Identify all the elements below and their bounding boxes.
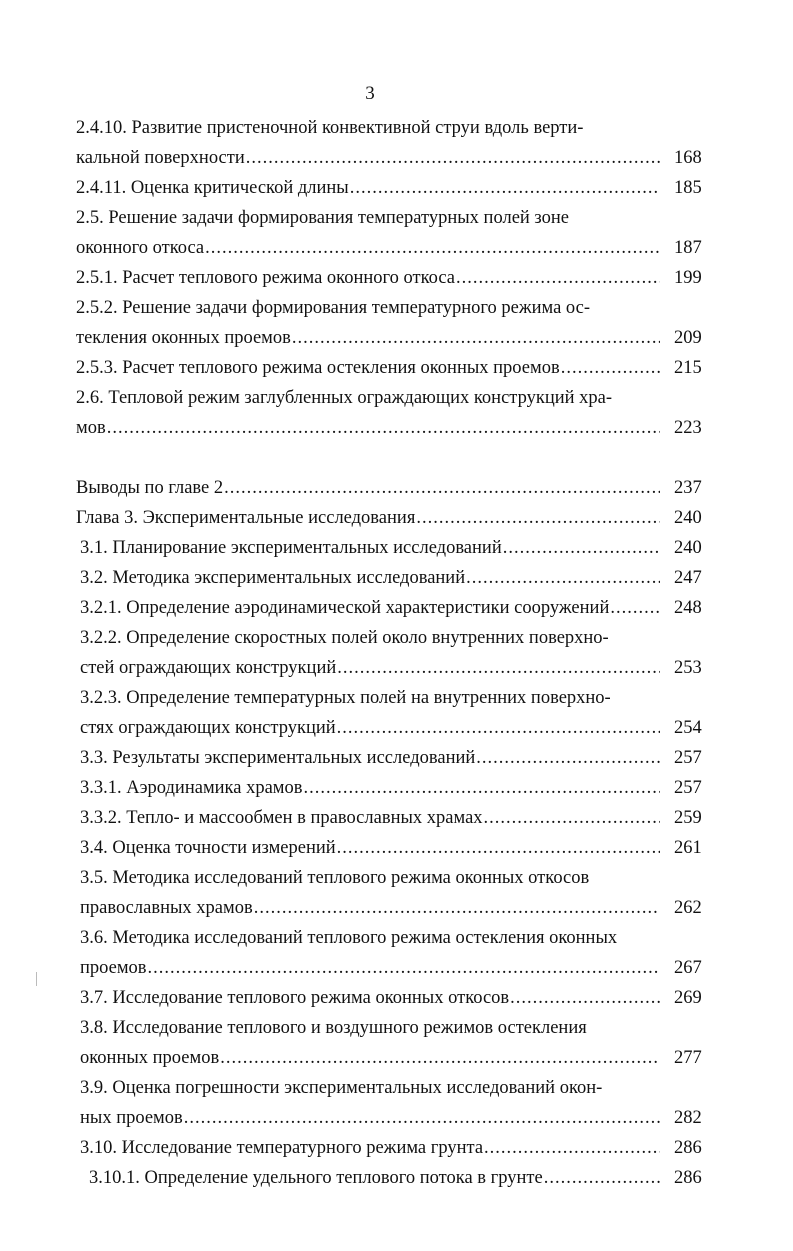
toc-entry-line [0,983,793,1013]
toc-entry [0,383,793,443]
toc-entry-title: 2.4.11. Оценка критической длины [76,178,349,198]
toc-entry-title: стей ограждающих конструкций [80,658,337,678]
toc-dot-leader [561,353,660,383]
toc-entry-line [0,473,793,503]
toc-entry-line [0,893,793,923]
toc-entry-title: оконного откоса [76,238,205,258]
toc-leader [80,773,660,803]
toc-page-number: 185 [674,178,702,198]
toc-page-number: 277 [674,1048,702,1068]
toc-leader [76,173,660,203]
toc-leader [80,1133,660,1163]
toc-page-number: 240 [674,538,702,558]
toc-entry-title: Выводы по главе 2 [76,478,224,498]
toc-page-number: 237 [674,478,702,498]
toc-entry [0,623,793,683]
toc-entry-title: 2.5.1. Расчет теплового режима оконного откоса [76,268,456,288]
toc-entry-title: стях ограждающих конструкций [80,718,336,738]
toc-leader [80,713,660,743]
toc-dot-leader [484,1133,660,1163]
toc-page-number: 259 [674,808,702,828]
toc-dot-leader [205,233,660,263]
toc-dot-leader [337,653,660,683]
toc-entry-line [0,1133,793,1163]
toc-dot-leader [466,563,660,593]
toc-leader [80,953,660,983]
toc-entry-line [0,713,793,743]
toc-dot-leader [510,983,660,1013]
toc-entry [0,773,793,803]
toc-dot-leader [184,1103,660,1133]
toc-entry-line [0,113,793,143]
toc-dot-leader [220,1043,660,1073]
toc-entry-title: 2.5.3. Расчет теплового режима остекления оконных проемов [76,358,560,378]
toc-dot-leader [337,713,660,743]
toc-entry-line [0,173,793,203]
toc-entry [0,503,793,533]
toc-entry-title: 3.3. Результаты экспериментальных исследований [80,748,476,768]
toc-leader [80,893,660,923]
toc-leader [80,1043,660,1073]
toc-entry-line [0,383,793,413]
toc-entry-title: 3.2. Методика экспериментальных исследований [80,568,466,588]
toc-page-number: 282 [674,1108,702,1128]
toc-page-number: 247 [674,568,702,588]
toc-page-number: 223 [674,418,702,438]
toc-entry-line [0,683,793,713]
toc-entry-line [0,1013,793,1043]
toc-leader [76,143,660,173]
toc-page-number: 209 [674,328,702,348]
toc-dot-leader [246,143,660,173]
toc-page-number: 248 [674,598,702,618]
toc-entry [0,683,793,743]
toc-entry-line [0,1043,793,1073]
toc-dot-leader [337,833,660,863]
toc-entry-title: ных проемов [80,1108,183,1128]
toc-entry-line [0,413,793,443]
toc-dot-leader [148,953,660,983]
toc-entry-line [0,923,793,953]
toc-entry [0,833,793,863]
toc-dot-leader [456,263,660,293]
toc-entry-line [0,1073,793,1103]
toc-leader [76,413,660,443]
toc-spacer [0,443,793,473]
toc-entry-line [0,353,793,383]
toc-entry-line [0,533,793,563]
toc-page-number: 261 [674,838,702,858]
toc-entry [0,293,793,353]
toc-entry [0,533,793,563]
toc-entry-line [0,1163,793,1193]
toc-entry-line [0,1103,793,1133]
toc-page-number: 187 [674,238,702,258]
toc-entry-title: 3.2.2. Определение скоростных полей около внутренних поверхно- [80,628,609,648]
toc-entry [0,173,793,203]
toc-entry [0,353,793,383]
toc-leader [80,533,660,563]
toc-entry [0,743,793,773]
toc-entry [0,1133,793,1163]
toc-entry-line [0,503,793,533]
toc-leader [80,593,660,623]
toc-entry-title: 2.6. Тепловой режим заглубленных ограждающих конструкций хра- [76,388,613,408]
toc-entry [0,113,793,173]
toc-dot-leader [484,803,660,833]
toc-leader [76,263,660,293]
toc-leader [76,473,660,503]
toc-leader [76,323,660,353]
toc-entry-title: 3.4. Оценка точности измерений [80,838,336,858]
toc-dot-leader [476,743,660,773]
toc-page-number: 262 [674,898,702,918]
table-of-contents [0,113,793,1193]
toc-entry-line [0,593,793,623]
toc-leader [80,983,660,1013]
toc-leader [76,503,660,533]
toc-page-number: 257 [674,748,702,768]
toc-entry-title: 3.10. Исследование температурного режима грунта [80,1138,484,1158]
toc-entry [0,803,793,833]
toc-entry [0,473,793,503]
toc-entry [0,863,793,923]
toc-entry [0,983,793,1013]
toc-entry-line [0,563,793,593]
toc-leader [80,743,660,773]
toc-leader [76,353,660,383]
toc-page-number: 257 [674,778,702,798]
toc-page-number: 267 [674,958,702,978]
toc-entry-line [0,143,793,173]
toc-dot-leader [304,773,661,803]
toc-dot-leader [544,1163,660,1193]
toc-entry-title: 2.5. Решение задачи формирования температурных полей зоне [76,208,569,228]
toc-page-number: 286 [674,1168,702,1188]
toc-leader [80,833,660,863]
toc-entry [0,1073,793,1133]
toc-entry-title: 3.5. Методика исследований теплового режима оконных откосов [80,868,590,888]
toc-dot-leader [503,533,660,563]
toc-entry [0,1163,793,1193]
toc-entry-title: 3.3.2. Тепло- и массообмен в православных храмах [80,808,483,828]
toc-entry-line [0,263,793,293]
toc-dot-leader [292,323,660,353]
toc-page-number: 215 [674,358,702,378]
toc-entry-title: оконных проемов [80,1048,220,1068]
toc-leader [80,563,660,593]
toc-entry [0,593,793,623]
toc-page-number: 269 [674,988,702,1008]
toc-dot-leader [107,413,660,443]
toc-entry-title: 3.9. Оценка погрешности экспериментальных исследований окон- [80,1078,603,1098]
toc-entry-title: мов [76,418,106,438]
toc-entry-title: кальной поверхности [76,148,245,168]
toc-entry [0,923,793,983]
toc-entry-line [0,743,793,773]
toc-entry-line [0,653,793,683]
toc-entry-title: 3.8. Исследование теплового и воздушного режимов остекления [80,1018,587,1038]
toc-entry-title: 2.4.10. Развитие пристеночной конвективной струи вдоль верти- [76,118,584,138]
toc-entry-line [0,863,793,893]
toc-entry-line [0,803,793,833]
toc-entry-title: 3.6. Методика исследований теплового режима остекления оконных [80,928,618,948]
toc-dot-leader [350,173,660,203]
toc-entry-title: проемов [80,958,147,978]
toc-entry-title: 3.3.1. Аэродинамика храмов [80,778,303,798]
toc-entry-title: 3.10.1. Определение удельного теплового потока в грунте [89,1168,543,1188]
toc-page-number: 286 [674,1138,702,1158]
toc-entry-title: 2.5.2. Решение задачи формирования температурного режима ос- [76,298,591,318]
scan-artifact-mark [36,972,37,986]
toc-dot-leader [610,593,660,623]
toc-entry-line [0,773,793,803]
toc-page-number: 253 [674,658,702,678]
toc-entry-line [0,203,793,233]
toc-page-number: 199 [674,268,702,288]
toc-entry [0,203,793,263]
page-number: 3 [365,83,375,104]
toc-entry-line [0,623,793,653]
toc-entry-line [0,833,793,863]
toc-entry-title: 3.2.3. Определение температурных полей на внутренних поверхно- [80,688,611,708]
toc-entry [0,1013,793,1073]
toc-entry-line [0,323,793,353]
toc-entry-title: текления оконных проемов [76,328,291,348]
toc-dot-leader [254,893,660,923]
toc-entry-title: 3.1. Планирование экспериментальных исследований [80,538,502,558]
toc-entry-title: Глава 3. Экспериментальные исследования [76,508,416,528]
toc-entry-title: православных храмов [80,898,253,918]
toc-leader [80,1103,660,1133]
toc-entry-title: 3.2.1. Определение аэродинамической характеристики сооружений [80,598,610,618]
toc-leader [80,803,660,833]
toc-entry [0,263,793,293]
toc-dot-leader [224,473,660,503]
toc-entry-line [0,233,793,263]
toc-entry-title: 3.7. Исследование теплового режима оконных откосов [80,988,510,1008]
toc-entry-line [0,293,793,323]
toc-entry-line [0,953,793,983]
toc-entry [0,563,793,593]
toc-page-number: 254 [674,718,702,738]
toc-leader [89,1163,660,1193]
toc-dot-leader [416,503,660,533]
toc-leader [80,653,660,683]
toc-leader [76,233,660,263]
toc-page-number: 240 [674,508,702,528]
toc-page-number: 168 [674,148,702,168]
